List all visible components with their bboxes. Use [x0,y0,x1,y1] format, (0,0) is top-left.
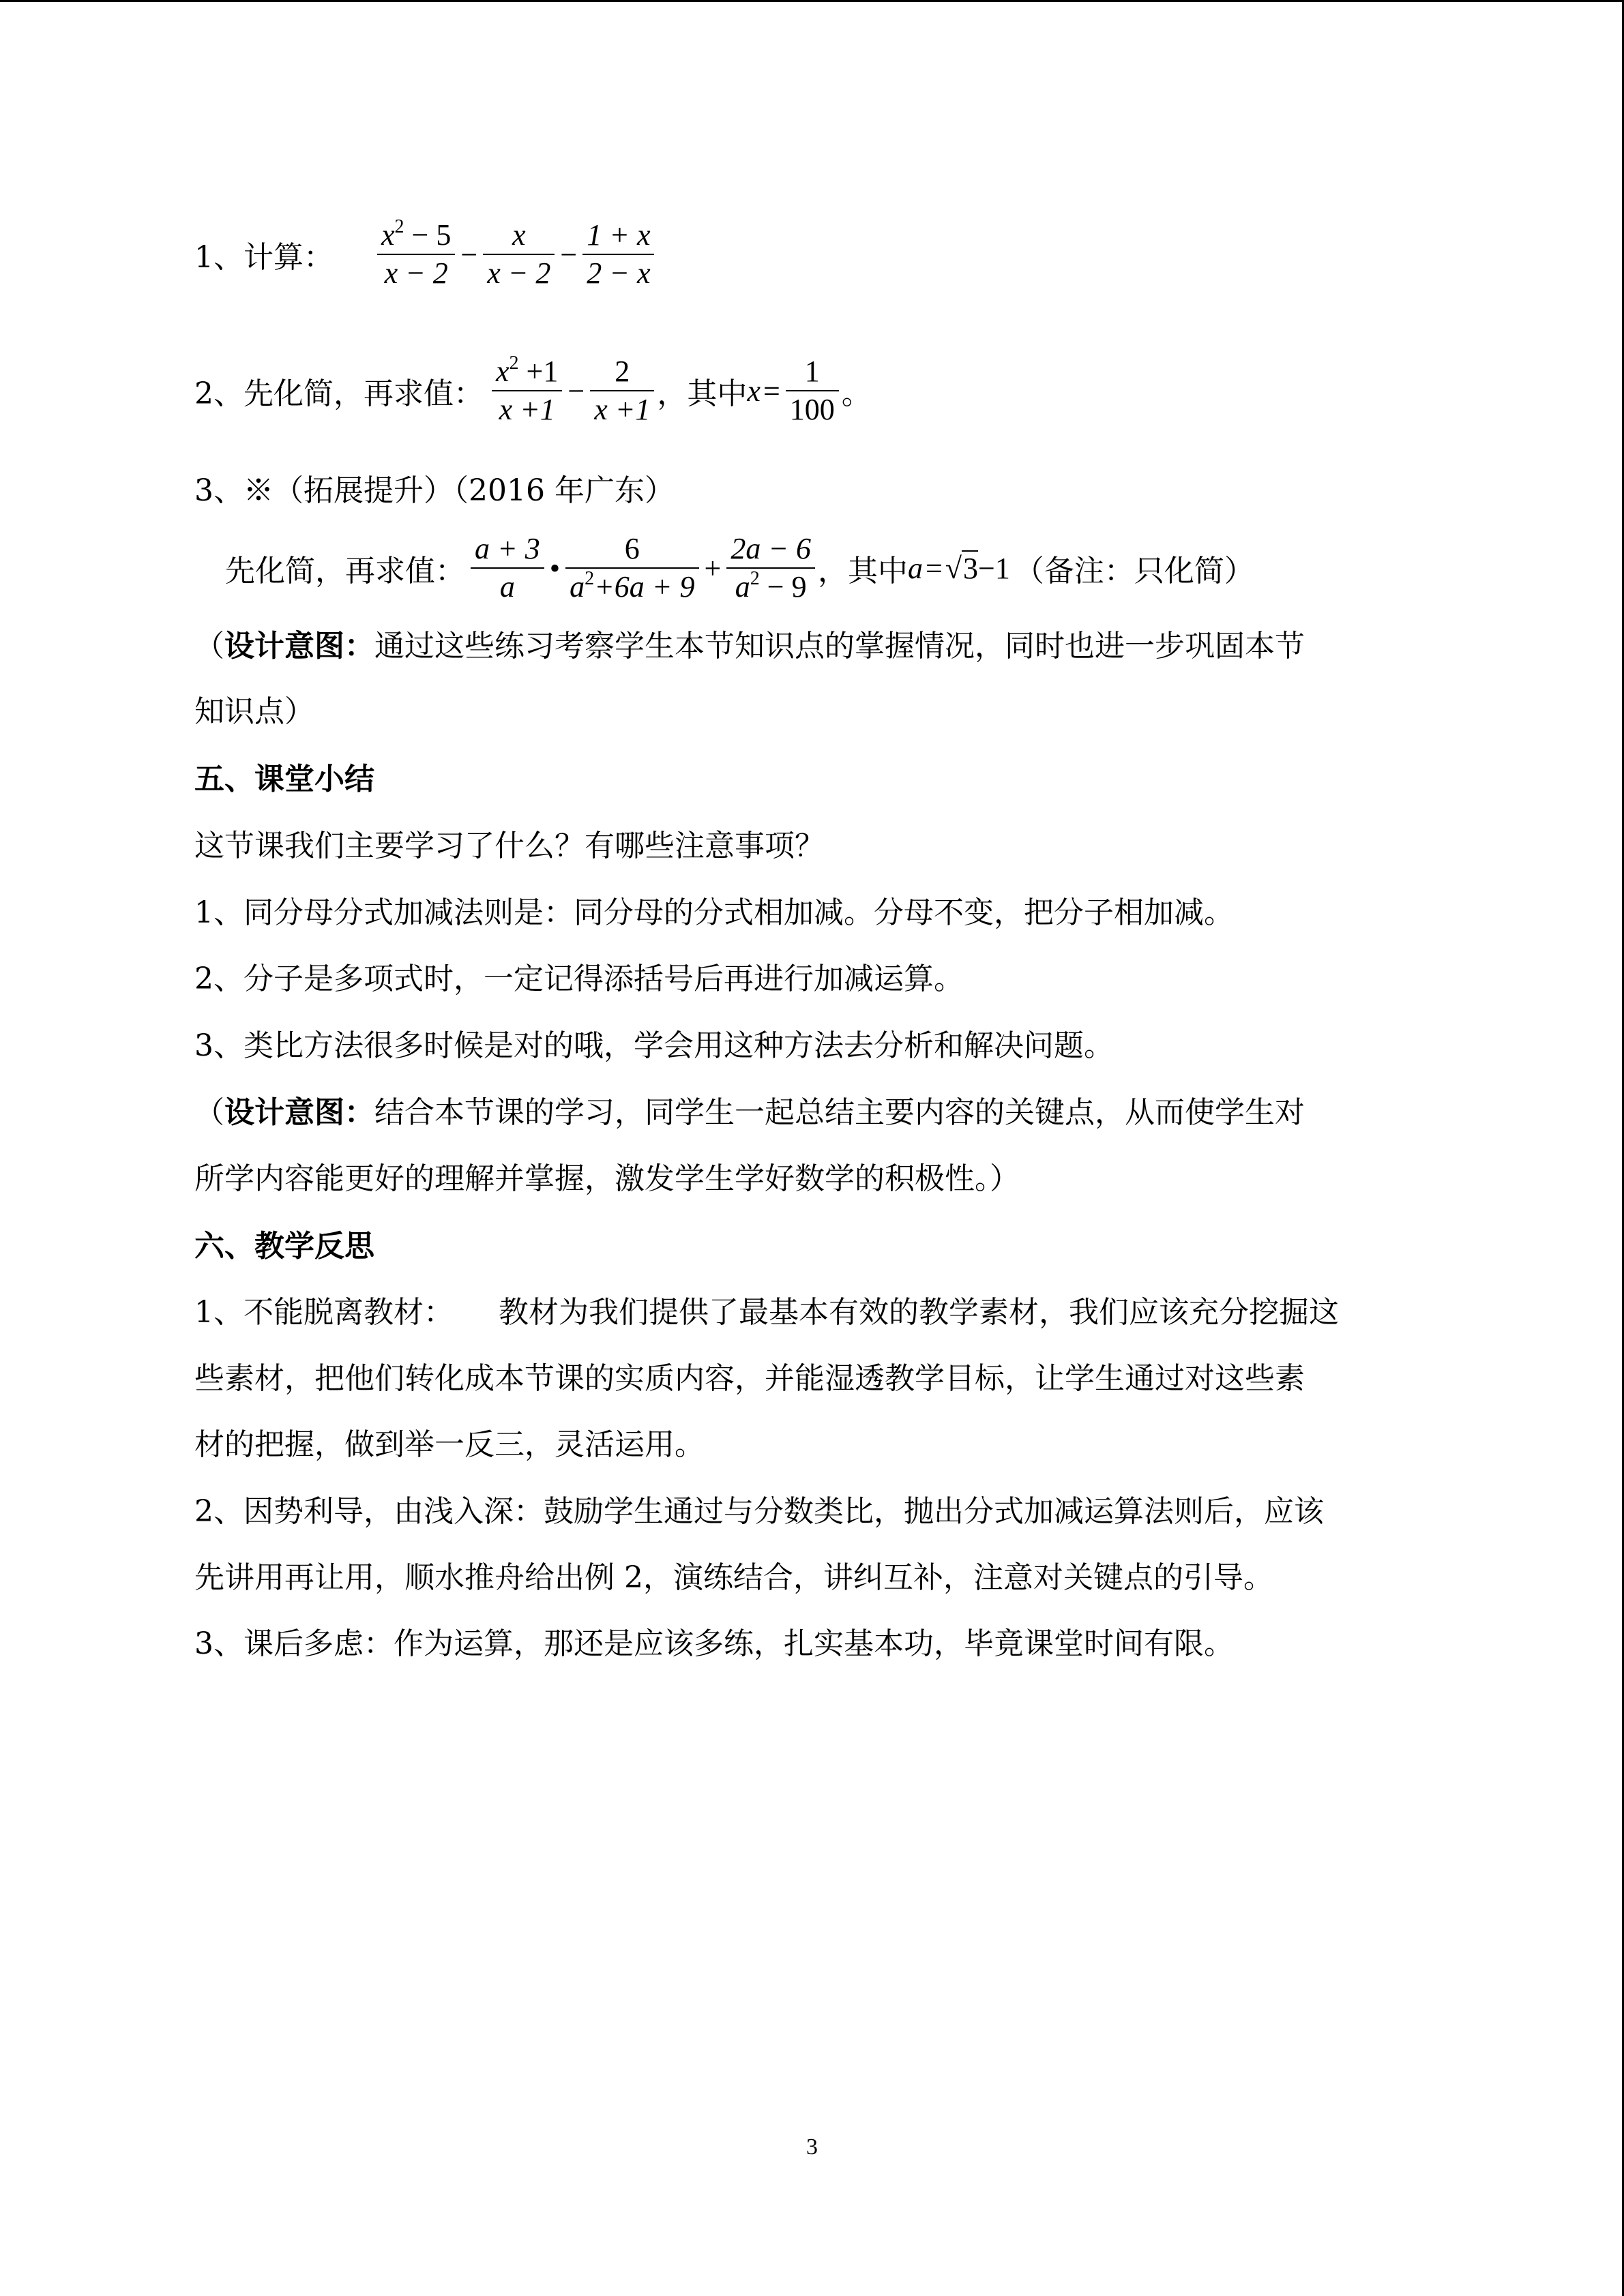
exercise-3-label: 3、※（拓展提升）（2016 年广东） [194,473,675,508]
exercise-3: 先化简，再求值： $\frac{a + 3}{a}$ • $\frac{6}{a^2+6a + 9}$ + $\frac{2a - 6}{a^2 - 9}$ ，其中 a = √3 −1 （备注：只化简） [225,531,1254,606]
reflection-1-line-1: 1、不能脱离教材： 教材为我们提供了最基本有效的教学素材，我们应该充分挖掘这 [194,1295,1339,1330]
exercise-3-prefix: 先化简，再求值： [225,554,465,588]
exercise-2-fraction-2: $\frac{2}{x +1}$ [590,353,654,428]
section-5-item: 1、同分母分式加减法则是：同分母的分式相加减。分母不变，把分子相加减。 [194,895,1234,930]
exercise-2: 2、先化简，再求值： $\frac{x^2 +1}{x +1}$ − $\frac{2}{x +1}$ ，其中 x = $\frac{1}{100}$ 。 [194,353,872,428]
exercise-3-fraction-1: $\frac{a + 3}{a}$ [471,531,544,606]
design-intent-1-line-1: （设计意图：通过这些练习考察学生本节知识点的掌握情况，同时也进一步巩固本节 [194,629,1305,664]
section-5-intro: 这节课我们主要学习了什么？有哪些注意事项？ [194,829,825,863]
reflection-1-line-3: 材的把握，做到举一反三，灵活运用。 [194,1427,705,1462]
section-5-item: 2、分子是多项式时，一定记得添括号后再进行加减运算。 [194,961,964,996]
section-5-item: 3、类比方法很多时候是对的哦，学会用这种方法去分析和解决问题。 [194,1028,1114,1063]
exercise-2-fraction-1: $\frac{x^2 +1}{x +1}$ [492,353,562,428]
page-number: 3 [806,2134,818,2160]
exercise-1 [194,217,657,292]
reflection-2-line-1: 2、因势利导，由浅入深：鼓励学生通过与分数类比，抛出分式加减运算法则后，应该 [194,1494,1324,1529]
reflection-2-line-2: 先讲用再让用，顺水推舟给出例 2，演练结合，讲纠互补，注意对关键点的引导。 [194,1560,1273,1595]
exercise-3-fraction-3: $\frac{2a - 6}{a^2 - 9}$ [726,531,815,606]
section-6-title: 六、教学反思 [194,1229,374,1264]
design-intent-1-line-2: 知识点） [194,694,314,729]
exercise-2-value-fraction: $\frac{1}{100}$ [786,353,839,428]
exercise-1-label: 1、计算： [194,240,334,275]
exercise-1-fraction-3: $\frac{1 + x}{2 - x}$ [582,217,654,292]
page-border-top [0,0,1624,2]
reflection-3-line-1: 3、课后多虑：作为运算，那还是应该多练，扎实基本功，毕竟课堂时间有限。 [194,1626,1234,1661]
minus-operator: − [460,237,478,271]
sqrt-symbol: √3 [945,551,979,585]
reflection-1-line-2: 些素材，把他们转化成本节课的实质内容，并能湿透教学目标，让学生通过对这些素 [194,1361,1305,1396]
design-intent-2-line-2: 所学内容能更好的理解并掌握，激发学生学好数学的积极性。） [194,1161,1020,1196]
exercise-1-fraction-2: $\frac{x}{x - 2}$ [483,217,555,292]
design-intent-2-line-1: （设计意图：结合本节课的学习，同学生一起总结主要内容的关键点，从而使学生对 [194,1095,1305,1130]
exercise-1-fraction-1: $\frac{x^2 - 5}{x - 2}$ [377,217,455,292]
exercise-3-fraction-2: $\frac{6}{a^2+6a + 9}$ [565,531,698,606]
design-intent-label: 设计意图： [224,1095,374,1130]
minus-operator: − [560,237,578,271]
section-5-title: 五、课堂小结 [194,762,374,796]
design-intent-label: 设计意图： [224,629,374,664]
exercise-2-label: 2、先化简，再求值： [194,376,484,411]
